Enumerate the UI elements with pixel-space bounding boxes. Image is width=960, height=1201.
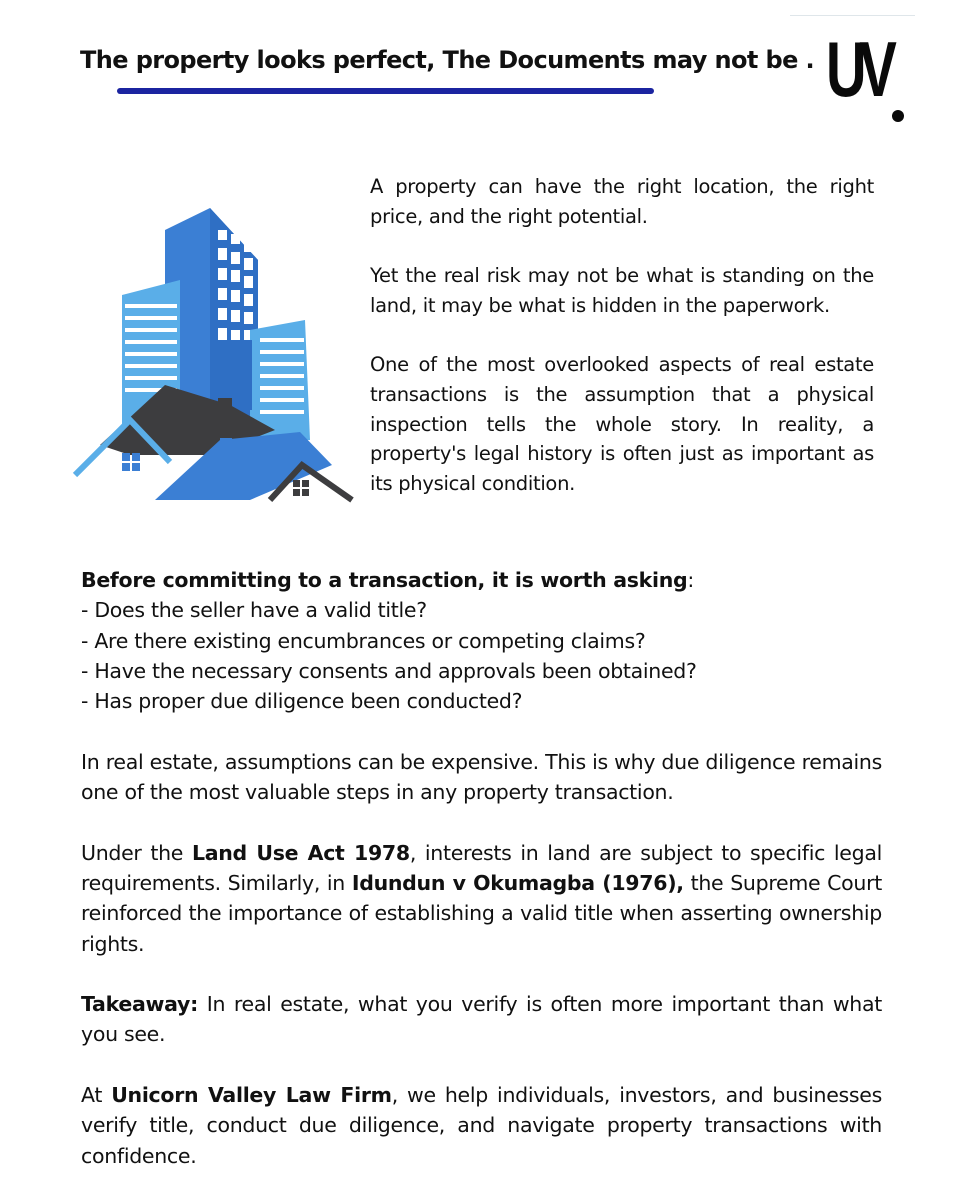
takeaway-paragraph [81, 989, 882, 1050]
intro-paragraph-2: Yet the real risk may not be what is standing on the land, it may be what is hidden in the paperwork. [370, 264, 874, 317]
assumptions-paragraph: In real estate, assumptions can be expensive. This is why due diligence remains one of the most valuable steps in any property transaction. [81, 749, 882, 805]
questions-heading-line [81, 565, 882, 595]
closing-text-1: At [81, 1083, 112, 1108]
question-item: - Have the necessary consents and approvals been obtained? [81, 658, 697, 683]
buildings-illustration [70, 200, 360, 510]
questions-heading-colon: : [687, 568, 695, 592]
question-item: - Are there existing encumbrances or competing claims? [81, 628, 646, 653]
law-text-2: , interests in land are subject to specific legal requirements. Similarly, in [81, 840, 882, 895]
logo-dot [892, 110, 904, 122]
land-use-act: Land Use Act 1978 [191, 840, 410, 865]
questions-heading: Before committing to a transaction, it is worth asking [81, 568, 688, 592]
case-citation: Idundun v Okumagba (1976), [351, 870, 684, 895]
intro-section [370, 172, 874, 528]
question-item: - Has proper due diligence been conducted? [81, 689, 523, 714]
page-title: The property looks perfect, The Documents may not be . [80, 46, 815, 74]
questions-block [81, 565, 882, 716]
closing-paragraph [81, 1080, 882, 1171]
takeaway-text: In real estate, what you verify is often more important than what you see. [81, 992, 882, 1047]
intro-paragraph-3: One of the most overlooked aspects of real estate transactions is the assumption that a physical inspection tells the whole story. In reality, a property's legal history is often just as important as its physical condition. [370, 353, 874, 495]
law-text-1: Under the [81, 840, 192, 865]
firm-name: Unicorn Valley Law Firm [111, 1083, 392, 1108]
title-underline [117, 88, 654, 94]
law-paragraph [81, 838, 882, 959]
law-text-3: the Supreme Court reinforced the importance of establishing a valid title when asserting ownership rights. [81, 870, 882, 956]
body-section [81, 565, 882, 1201]
takeaway-label: Takeaway: [81, 992, 198, 1017]
question-item: - Does the seller have a valid title? [81, 598, 427, 623]
closing-text-2: , we help individuals, investors, and businesses verify title, conduct due diligence, and navigate property transactions with confidence. [81, 1083, 882, 1168]
intro-paragraph-1: A property can have the right location, the right price, and the right potential. [370, 175, 874, 228]
logo: UV [826, 25, 890, 113]
